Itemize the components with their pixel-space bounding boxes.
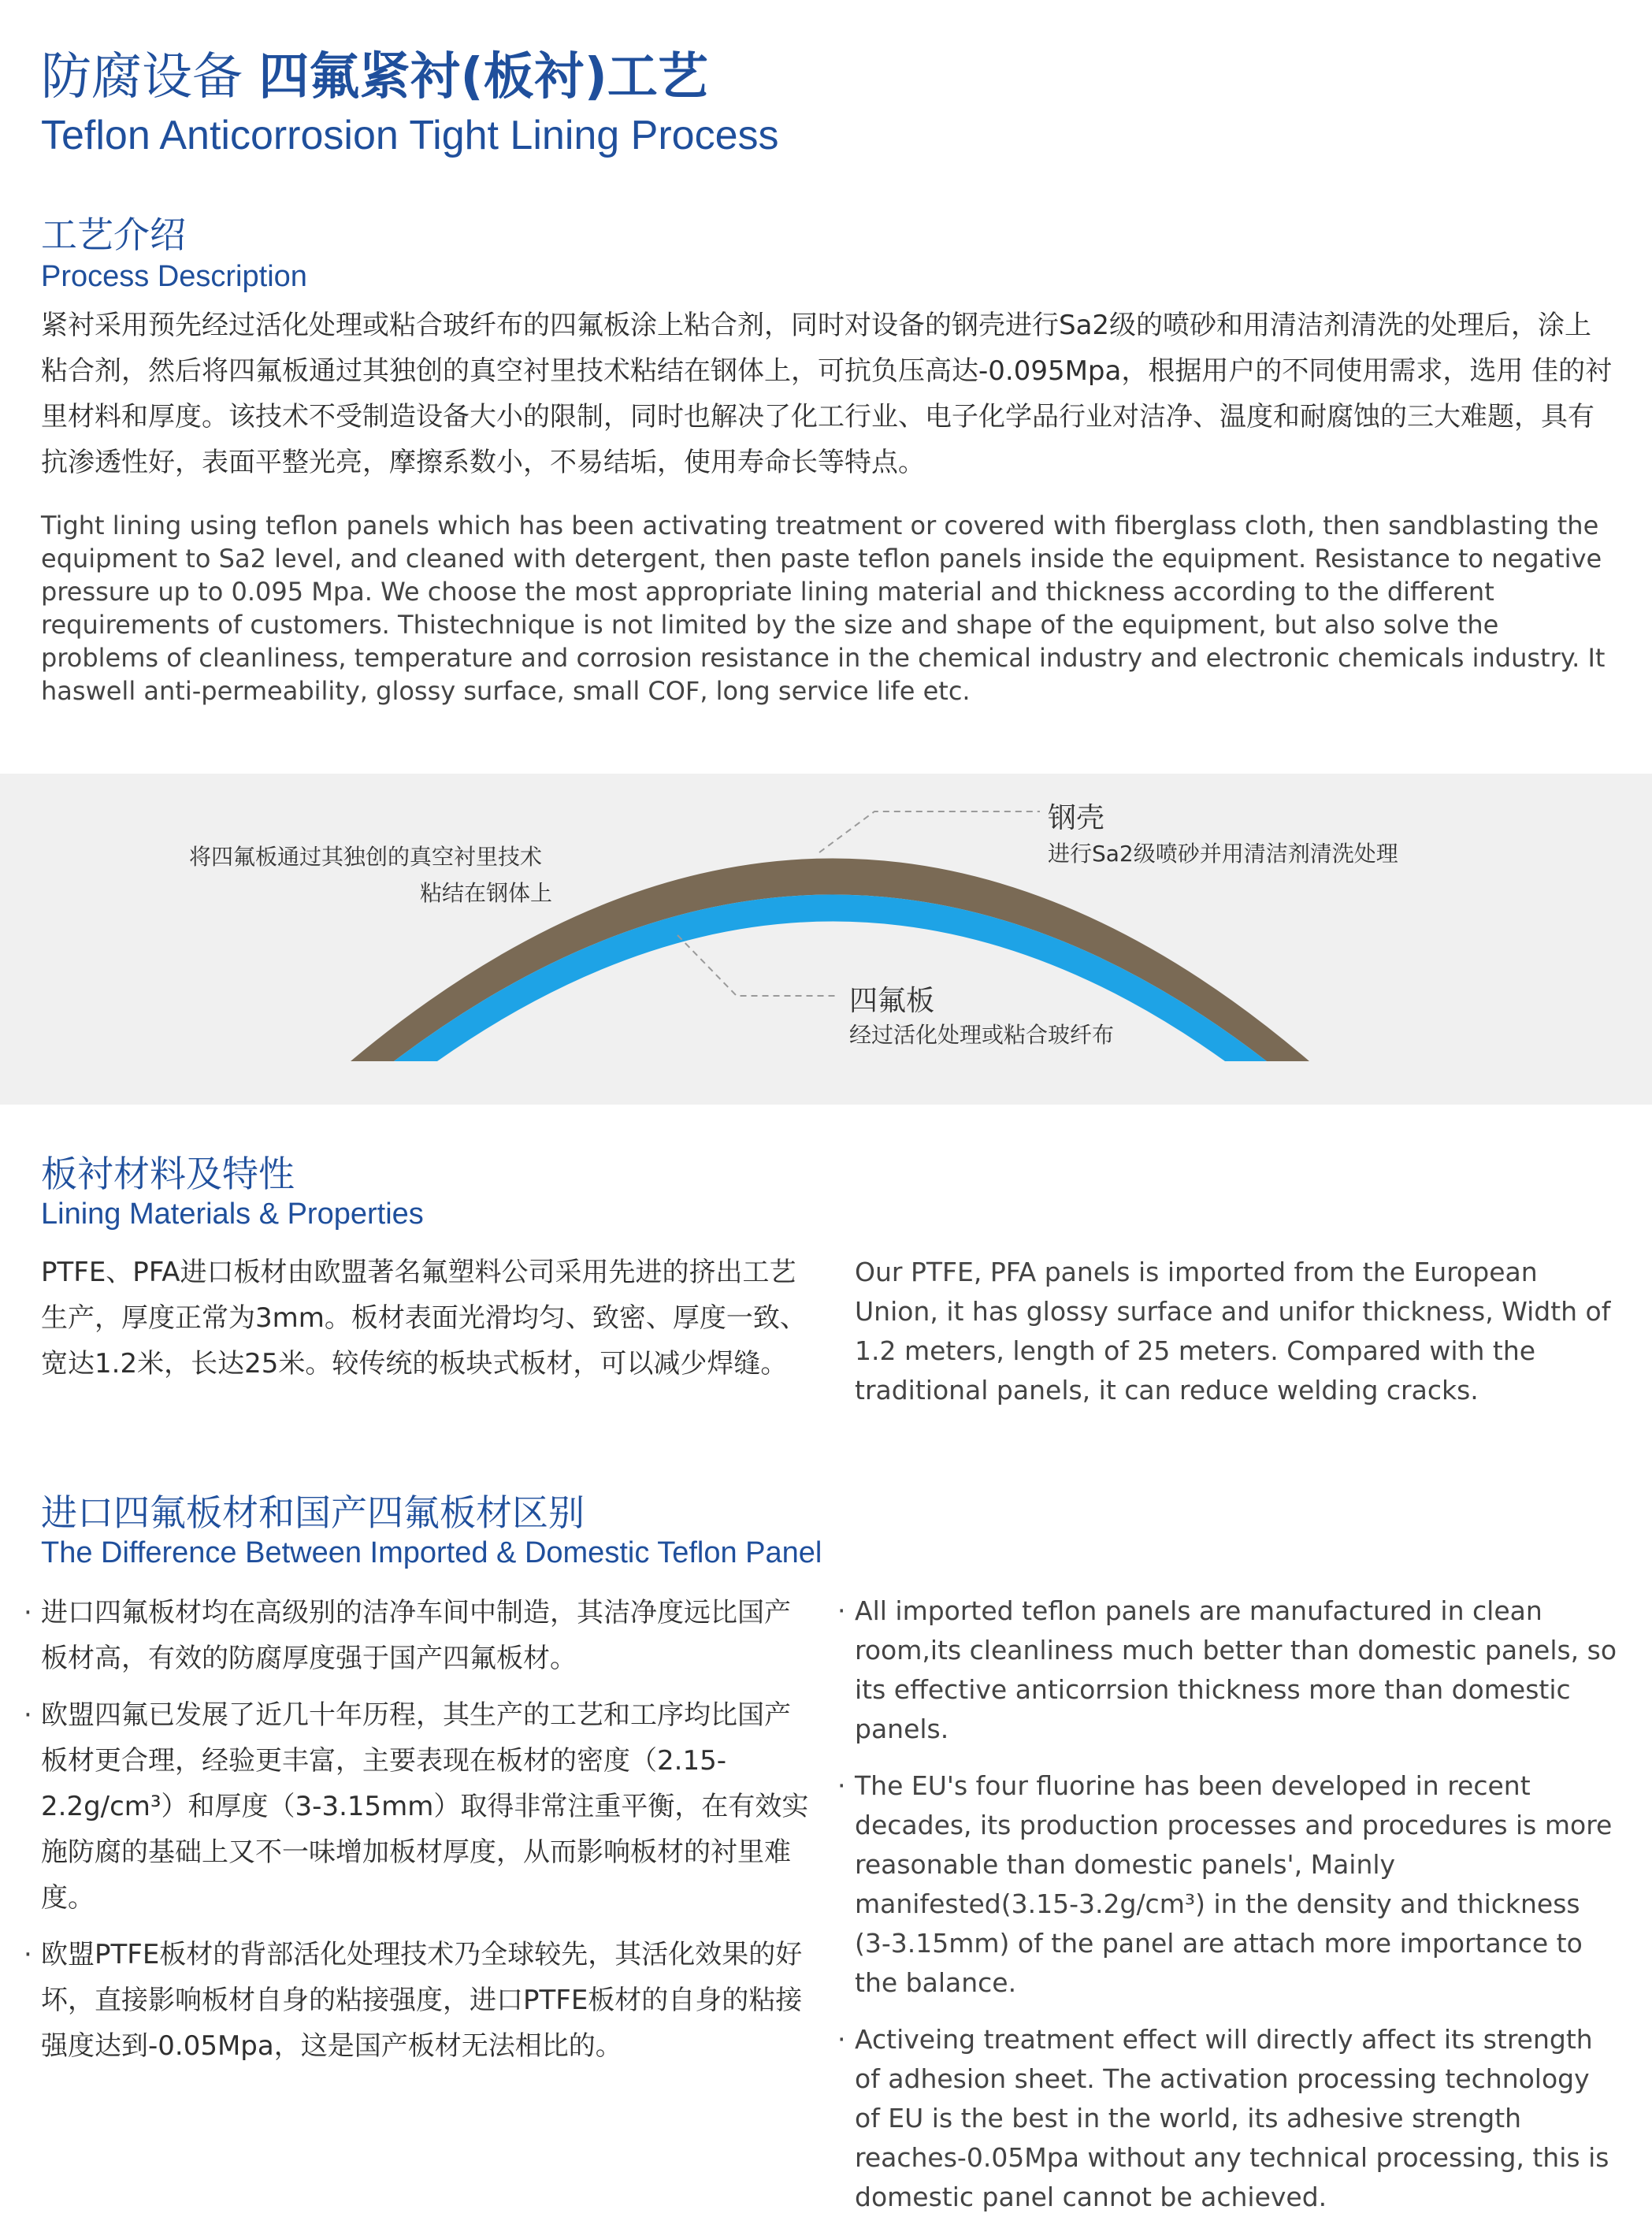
section2-paragraph-en: Our PTFE, PFA panels is imported from the European Union, it has glossy surface and unifor thickness, Width of 1.2 meters, length of 25 meters. Compared with the traditional panels, it can reduce welding cracks.: [855, 1257, 1611, 1406]
difference-item-en: · The EU's four fluorine has been developed in recent decades, its production processes and procedures is more reasonable than domestic panels', Mainly manifested(3.15-3.2g/cm³) in the density and thickness (3-3.15mm) of the panel are attach more importance to the balance.: [855, 1766, 1619, 2003]
section2-heading-en: Lining Materials & Properties: [41, 1198, 424, 1231]
ptfe-panel-title: 四氟板: [849, 985, 935, 1017]
lining-diagram: [0, 774, 1652, 1105]
difference-text-en: All imported teflon panels are manufactured in clean room,its cleanliness much better than domestic panels, so its effective anticorrsion thickness more than domestic panels.: [855, 1595, 1617, 1744]
section2-heading-cn: 板衬材料及特性: [41, 1153, 295, 1195]
page-title-en: Teflon Anticorrosion Tight Lining Process: [41, 113, 779, 158]
ptfe-lining-layer: [394, 895, 1267, 1062]
diagram-left-label-line2: 粘结在钢体上: [420, 880, 553, 906]
section3-heading-cn: 进口四氟板材和国产四氟板材区别: [41, 1491, 585, 1534]
difference-item-en: · All imported teflon panels are manufactured in clean room,its cleanliness much better than domestic panels, so its effective anticorrsion thickness more than domestic panels.: [855, 1591, 1619, 1749]
section1-paragraph-cn: 紧衬采用预先经过活化处理或粘合玻纤布的四氟板涂上粘合剂，同时对设备的钢壳进行Sa2级的喷砂和用清洁剂清洗的处理后，涂上粘合剂，然后将四氟板通过其独创的真空衬里技术粘结在钢体上，可抗负压高达-0.095Mpa，根据用户的不同使用需求，选用 佳的衬里材料和厚度。该技术不受制造设备大小的限制，同时也解决了化工行业、电子化学品行业对洁净、温度和耐腐蚀的三大难题，具有抗渗透性好，表面平整光亮，摩擦系数小，不易结垢，使用寿命长等特点。: [41, 310, 1613, 478]
difference-text-en: The EU's four fluorine has been developed in recent decades, its production processes and procedures is more reasonable than domestic panels', Mainly manifested(3.15-3.2g/cm³) in the density and thickness (3-3.15mm) of the panel are attach more importance to the balance.: [855, 1770, 1613, 1998]
steel-shell-desc: 进行Sa2级喷砂并用清洁剂清洗处理: [1048, 841, 1398, 867]
difference-text-en: Activeing treatment effect will directly affect its strength of adhesion sheet. The activation processing technology of EU is the best in the world, its adhesive strength reaches-0.05Mpa without any technical processing, this is domestic panel cannot be achieved.: [855, 2024, 1609, 2212]
title-cn-bold: 四氟紧衬(板衬)工艺: [258, 48, 708, 106]
differences-list-cn: [24, 1590, 813, 2069]
section1-paragraph-en: Tight lining using teflon panels which has been activating treatment or covered with fiberglass cloth, then sandblasting the equipment to Sa2 level, and cleaned with detergent, then paste teflon panels inside the equipment. Resistance to negative pressure up to 0.095 Mpa. We choose the most appropriate lining material and thickness according to the different requirements of customers. Thistechnique is not limited by the size and shape of the equipment, but also solve the problems of cleanliness, temperature and corrosion resistance in the chemical industry and electronic chemicals industry. It haswell anti-permeability, glossy surface, small COF, long service life etc.: [41, 511, 1606, 706]
steel-leader-line: [819, 811, 1040, 852]
section2-paragraph-cn: PTFE、PFA进口板材由欧盟著名氟塑料公司采用先进的挤出工艺生产，厚度正常为3mm。板材表面光滑均匀、致密、厚度一致、宽达1.2米，长达25米。较传统的板块式板材，可以减少焊缝。: [41, 1257, 807, 1380]
title-cn-light: 防腐设备: [41, 48, 243, 106]
ptfe-panel-desc: 经过活化处理或粘合玻纤布: [849, 1022, 1115, 1048]
difference-text-cn: 进口四氟板材均在高级别的洁净车间中制造，其洁净度远比国产板材高，有效的防腐厚度强于国产四氟板材。: [41, 1597, 791, 1674]
section1-heading-en: Process Description: [41, 260, 307, 293]
difference-text-cn: 欧盟PTFE板材的背部活化处理技术乃全球较先，其活化效果的好坏，直接影响板材自身的粘接强度，进口PTFE板材的自身的粘接强度达到-0.05Mpa，这是国产板材无法相比的。: [41, 1939, 803, 2062]
ptfe-leader-line: [678, 935, 835, 996]
section1-heading-cn: 工艺介绍: [41, 214, 186, 256]
differences-list-en: [837, 1591, 1619, 2217]
diagram-left-label-line1: 将四氟板通过其独创的真空衬里技术: [189, 844, 543, 870]
difference-text-cn: 欧盟四氟已发展了近几十年历程，其生产的工艺和工序均比国产板材更合理，经验更丰富，主要表现在板材的密度（2.15-2.2g/cm³）和厚度（3-3.15mm）取得非常注重平衡，在有效实施防腐的基础上又不一味增加板材厚度，从而影响板材的衬里难度。: [41, 1699, 809, 1914]
steel-shell-title: 钢壳: [1048, 802, 1105, 834]
difference-item-cn: · 进口四氟板材均在高级别的洁净车间中制造，其洁净度远比国产板材高，有效的防腐厚度强于国产四氟板材。: [41, 1590, 813, 1681]
difference-item-cn: · 欧盟四氟已发展了近几十年历程，其生产的工艺和工序均比国产板材更合理，经验更丰富，主要表现在板材的密度（2.15-2.2g/cm³）和厚度（3-3.15mm）取得非常注重平衡，在有效实施防腐的基础上又不一味增加板材厚度，从而影响板材的衬里难度。: [41, 1692, 813, 1921]
difference-item-cn: · 欧盟PTFE板材的背部活化处理技术乃全球较先，其活化效果的好坏，直接影响板材自身的粘接强度，进口PTFE板材的自身的粘接强度达到-0.05Mpa，这是国产板材无法相比的。: [41, 1932, 813, 2069]
difference-item-en: · Activeing treatment effect will directly affect its strength of adhesion sheet. The activation processing technology of EU is the best in the world, its adhesive strength reaches-0.05Mpa without any technical processing, this is domestic panel cannot be achieved.: [855, 2020, 1619, 2217]
section3-heading-en: The Difference Between Imported & Domestic Teflon Panel: [41, 1536, 822, 1569]
page-title-cn: [41, 36, 708, 109]
